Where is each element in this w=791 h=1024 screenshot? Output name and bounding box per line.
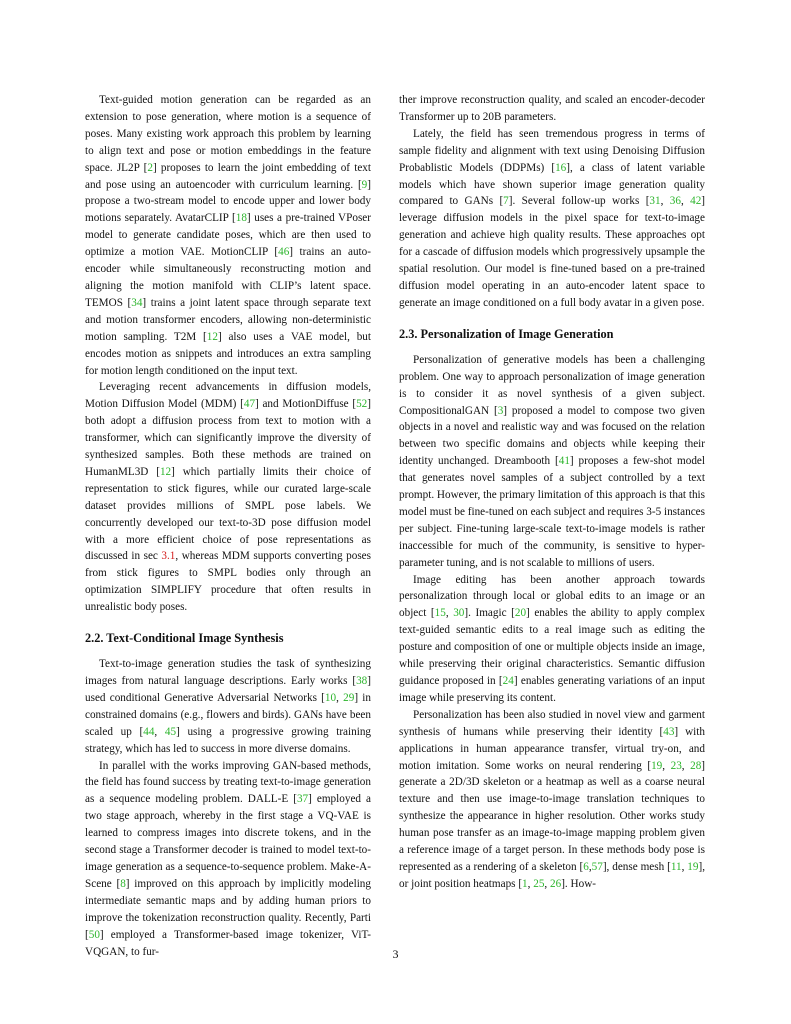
text-run: ], a class of latent variable models which have shown superior image generation quality compared to GANs [ — [399, 161, 705, 208]
text-run: ], dense mesh [ — [602, 860, 671, 873]
text-run: In parallel with the works improving GAN-based methods, the field has found success by treating text-to-image generation as a sequence modeling problem. DALL-E [ — [85, 759, 371, 806]
paragraph — [399, 707, 705, 893]
text-run: , — [681, 759, 691, 772]
paragraph — [85, 92, 371, 379]
text-run: , — [154, 725, 165, 738]
paragraph — [399, 126, 705, 312]
text-run: ] leverage diffusion models in the pixel space for text-to-image generation and achieve high quality results. These approaches opt for a cascade of diffusion models which progressively upsample the spatial resolution. Our model is fine-tuned based on a pre-trained diffusion model operating in an auto-encoder latent space to generate an image conditioned on a full body avatar in a given pose. — [399, 195, 706, 309]
citation-link[interactable]: 30 — [453, 607, 465, 620]
text-run: , — [660, 195, 670, 208]
text-run: , — [662, 759, 671, 772]
citation-link[interactable]: 2 — [147, 161, 153, 174]
citation-link[interactable]: 43 — [663, 725, 675, 738]
text-run: Personalization has been also studied in novel view and garment synthesis of humans while preserving their identity [ — [399, 708, 705, 738]
section-reference-link[interactable]: 3.1 — [161, 550, 176, 563]
left-column — [85, 92, 371, 960]
citation-link[interactable]: 10 — [324, 691, 337, 704]
section-heading: 2.3. Personalization of Image Generation — [399, 326, 614, 341]
paragraph — [399, 352, 705, 572]
citation-link[interactable]: 36 — [669, 195, 681, 208]
text-run: ] both adopt a diffusion process from text to motion with a transformer, which can significantly improve the diversity of synthesized samples. Both these methods are trained on HumanML3D [ — [85, 398, 371, 478]
text-run: ] trains an auto-encoder while simultaneously reconstructing motion and aligning the motion manifold with CLIP’s latent space. TEMOS [ — [85, 246, 371, 309]
citation-link[interactable]: 12 — [206, 330, 218, 343]
text-run: ] propose a two-stream model to encode upper and lower body motions separately. AvatarCLIP [ — [85, 178, 371, 225]
section-heading: 2.2. Text-Conditional Image Synthesis — [85, 631, 284, 646]
citation-link[interactable]: 50 — [88, 928, 100, 941]
citation-link[interactable]: 18 — [235, 212, 247, 225]
text-run: ] which partially limits their choice of representation to stick figures, while our curated large-scale dataset provides millions of SMPL pose labels. We concurrently developed our text-to-3D pose diffusion model with a more efficient choice of pose representations as discussed in sec — [85, 465, 371, 563]
citation-link[interactable]: 28 — [690, 759, 702, 772]
paragraph — [85, 656, 371, 757]
citation-link[interactable]: 38 — [356, 675, 368, 687]
citation-link[interactable]: 12 — [159, 465, 172, 478]
citation-link[interactable]: 26 — [550, 877, 562, 890]
text-run: , — [445, 607, 454, 620]
text-run: ]. Imagic [ — [464, 607, 515, 620]
text-run: , — [681, 860, 688, 873]
text-run: , — [680, 195, 691, 208]
citation-link[interactable]: 44 — [143, 725, 155, 738]
citation-link[interactable]: 9 — [361, 178, 368, 191]
text-run: ther improve reconstruction quality, and scaled an encoder-decoder Transformer up to 20B parameters. — [399, 94, 705, 123]
text-run: Image editing has been another approach towards personalization through local or global edits to an image or an object [ — [399, 573, 705, 620]
text-run: ] used conditional Generative Adversarial Networks [ — [85, 675, 371, 704]
text-run: ] enables the ability to apply complex text-guided semantic edits to a real image such as editing the posture and composition of one or multiple objects inside an image, while preserving their original characteristics. Semantic diffusion guidance proposed in [ — [399, 607, 706, 687]
text-run: Personalization of generative models has been a challenging problem. One way to approach personalization of image generation is to consider it as novel synthesis of a given subject. CompositionalGAN [ — [399, 353, 705, 417]
citation-link[interactable]: 34 — [131, 296, 143, 309]
text-run: ] proposed a model to compose two given objects in a novel and realistic way and was focused on the relation between two specific domains and objects while keeping their identity unchanged. Dreambooth [ — [399, 404, 705, 468]
text-run: ] also uses a VAE model, but encodes motion as snippets and introduces an extra sampling for motion length conditioned on the input text. — [85, 330, 371, 377]
text-run: ]. How- — [561, 877, 597, 890]
citation-link[interactable]: 57 — [591, 860, 603, 873]
citation-link[interactable]: 3 — [497, 404, 504, 417]
text-run: ] in constrained domains (e.g., flowers and birds). GANs have been scaled up [ — [85, 691, 372, 738]
citation-link[interactable]: 52 — [356, 398, 368, 411]
citation-link[interactable]: 29 — [343, 691, 355, 704]
text-run: ] improved on this approach by implicitly modeling intermediate semantic maps and by adding human priors to improve the tokenization reconstruction quality. Recently, Parti [ — [85, 877, 371, 941]
citation-link[interactable]: 19 — [651, 759, 663, 772]
citation-link[interactable]: 45 — [164, 725, 177, 738]
citation-link[interactable]: 7 — [503, 195, 509, 208]
text-run: Leveraging recent advancements in diffusion models, Motion Diffusion Model (MDM) [ — [85, 381, 371, 411]
citation-link[interactable]: 31 — [649, 195, 661, 208]
citation-link[interactable]: 11 — [670, 860, 682, 873]
text-run: ] trains a joint latent space through separate text and motion transformer encoders, allowing non-deterministic motion sampling. T2M [ — [85, 296, 371, 343]
citation-link[interactable]: 46 — [278, 246, 290, 259]
text-run: ] proposes to learn the joint embedding of text and pose using an autoencoder with curriculum learning. [ — [85, 161, 371, 191]
citation-link[interactable]: 37 — [296, 793, 309, 806]
text-run: Text-to-image generation studies the task of synthesizing images from natural language descriptions. Early works [ — [85, 658, 371, 687]
citation-link[interactable]: 20 — [514, 607, 527, 620]
paragraph — [85, 758, 371, 961]
citation-link[interactable]: 23 — [670, 759, 682, 772]
text-run: ] enables generating variations of an input image while preserving its content. — [399, 675, 705, 704]
text-run: ]. Several follow-up works [ — [508, 195, 650, 208]
citation-link[interactable]: 19 — [687, 860, 699, 873]
text-run: ] generate a 2D/3D skeleton or a heatmap as well as a coarse neural texture and then use image-to-image translation techniques to synthesize the appearance in higher resolution. Other works study human pose transfer as an image-to-image mapping problem given a reference image of a target person. In these methods body pose is represented as a rendering of a skeleton [ — [399, 759, 706, 873]
text-run: ] employed a two stage approach, whereby in the first stage a VQ-VAE is learned to compress images into discrete tokens, and in the second stage a Transformer decoder is trained to model text-to-image generation as a sequence-to-sequence problem. Make-A-Scene [ — [85, 793, 371, 890]
text-run: , — [336, 691, 344, 704]
text-run: ] with applications in human appearance transfer, virtual try-on, and motion imitation. Some works on neural rendering [ — [399, 725, 705, 772]
text-run: ] using a progressive growing training strategy, which has led to success in more diverse domains. — [85, 725, 372, 755]
text-run: , — [527, 877, 534, 890]
text-run: ] and MotionDiffuse [ — [255, 398, 357, 411]
text-run: , — [544, 877, 551, 890]
paragraph — [399, 572, 705, 707]
citation-link[interactable]: 47 — [243, 398, 256, 411]
citation-link[interactable]: 24 — [502, 675, 514, 687]
right-column — [399, 92, 705, 893]
citation-link[interactable]: 16 — [555, 161, 567, 174]
citation-link[interactable]: 41 — [558, 455, 570, 468]
citation-link[interactable]: 1 — [522, 877, 528, 890]
text-run: ] uses a pre-trained VPoser model to generate candidate poses, which are then used to optimize a motion VAE. MotionCLIP [ — [85, 212, 371, 259]
citation-link[interactable]: 15 — [434, 607, 446, 620]
text-run: , — [588, 860, 592, 873]
text-run: ] proposes a few-shot model that generates novel samples of a subject controlled by a text prompt. However, the primary limitation of this approach is that this model must be fine-tuned on each subject and requires 3-5 instances per subject. Fine-tuning large-scale text-to-image models is rather inaccessible for much of the community, is sensitive to hyper-parameter tuning, and is not scalable to millions of users. — [399, 455, 705, 569]
citation-link[interactable]: 6 — [583, 860, 589, 873]
paragraph — [85, 379, 371, 616]
text-run: Text-guided motion generation can be regarded as an extension to pose generation, where motion is a sequence of poses. Many existing work approach this problem by learning to align text and pose or motion embeddings in the feature space. JL2P [ — [85, 94, 371, 174]
citation-link[interactable]: 25 — [533, 877, 545, 890]
text-run: Lately, the field has seen tremendous progress in terms of sample fidelity and alignment with text using Denoising Diffusion Probablistic Models (DDPMs) [ — [399, 127, 705, 174]
page-number: 3 — [392, 947, 399, 961]
citation-link[interactable]: 8 — [120, 877, 126, 890]
citation-link[interactable]: 42 — [690, 195, 702, 208]
text-run: , whereas MDM supports converting poses from stick figures to SMPL bodies only through an optimization SIMPLIFY procedure that often results in unrealistic body poses. — [85, 550, 371, 614]
text-run: ], or joint position heatmaps [ — [399, 860, 706, 890]
text-run: ] employed a Transformer-based image tokenizer, ViT-VQGAN, to fur- — [85, 928, 371, 958]
paragraph — [399, 92, 705, 126]
